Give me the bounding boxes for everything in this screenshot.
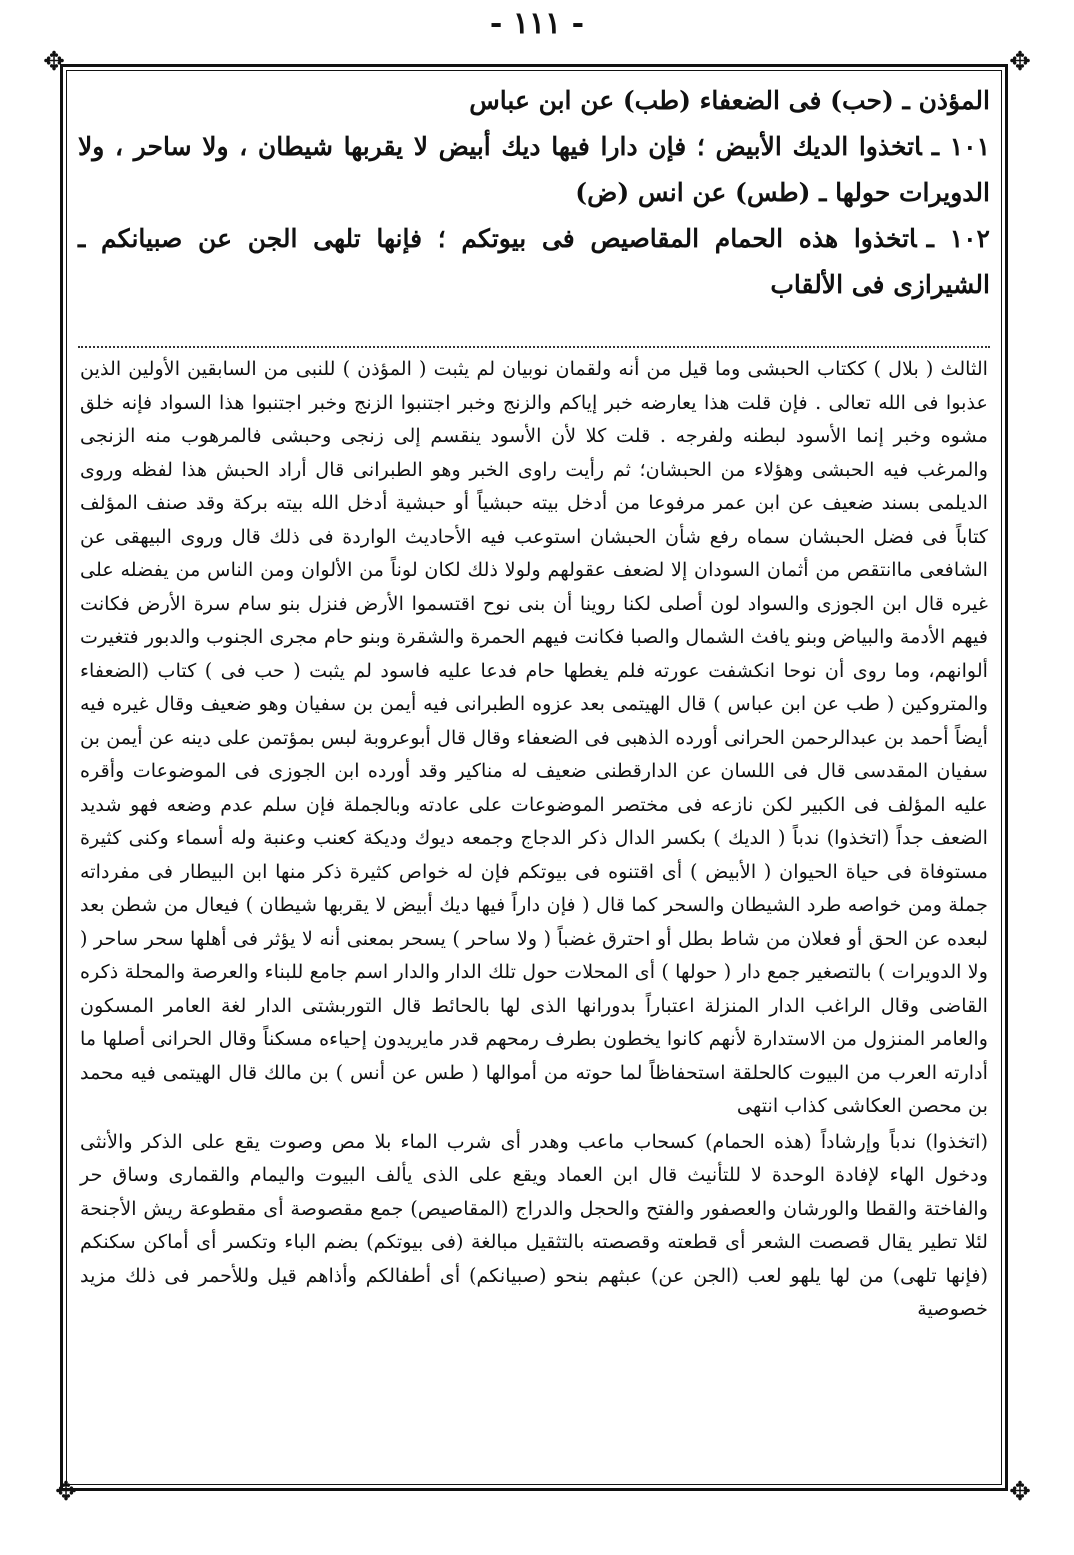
page-number: - ١١١ - [489, 6, 585, 41]
dotted-divider [78, 346, 990, 348]
commentary-paragraph: (اتخذوا) ندباً وإرشاداً (هذه الحمام) كسحاب ماعب وهدر أى شرب الماء بلا مص وصوت يقع على الذكر والأنثى ودخول الهاء لإفادة الوحدة لا للتأنيث قال ابن العماد ويقع على الذى يألف البيوت واليمام والقمارى وساق حر والفاختة والقطا والورشان والعصفور والفتح والحجل والدراج (المقاصيص) جمع مقصوصة أى مقطوعة ريش الأجنحة لئلا تطير يقال قصصت الشعر أى قطعته وقصصته بالتثقيل مبالغة (فى بيوتكم) بضم الباء وتكسر أى أماكن سكنكم (فإنها تلهى) من لها يلهو لعب (الجن عن) عبثهم بنحو (صبيانكم) أى أطفالكم وأذاهم قيل وللأحمر فى ذلك مزيد خصوصية [80, 1129, 988, 1320]
corner-ornament-icon: ✥ [43, 47, 65, 77]
corner-ornament-icon: ✥ [1009, 47, 1031, 77]
hadith-number: ١٠٢ ـ [926, 224, 990, 253]
hadith-number: ١٠١ ـ [931, 132, 991, 161]
commentary-paragraph: الثالث ( بلال ) ككتاب الحبشى وما قيل من أنه ولقمان نوبيان لم يثبت ( المؤذن ) للنبى من السابقين الأولين الذين عذبوا فى الله تعالى . فإن قلت هذا يعارضه خبر إياكم والزنج وخبر اجتنبوا الزنج وخبر اجتنبوا هذا السواد فإنه خلق مشوه وخبر إنما الأسود لبطنه ولفرجه . قلت كلا لأن الأسود ينقسم إلى زنجى وحبشى فالمرهوب منه الزنجى والمرغب فيه الحبشى وهؤلاء من الحبشان؛ ثم رأيت راوى الخبر وهو الطبرانى قال أراد الحبش هذا لفظه وروى الديلمى بسند ضعيف عن ابن عمر مرفوعا من أدخل بيته حبشياً أو حبشية أدخل الله بيته بركة وقد صنف المؤلف كتاباً فى فضل الحبشان سماه رفع شأن الحبشان استوعب فيه الأحاديث الواردة فى ذلك قال وروى البيهقى عن الشافعى ماانتقص من أثمان السودان إلا لضعف عقولهم ولولا ذلك لكان لوناً من الألوان ومن الناس من يفضله على غيره قال ابن الجوزى والسواد لون أصلى لكنا روينا أن بنى نوح اقتسموا الأرض فنزل بنو سام سرة الأرض فكانت فيهم الأدمة والبياض وبنو يافث الشمال والصبا فكانت فيهم الحمرة والشقرة وبنو حام مجرى الجنوب والدبور فتغيرت ألوانهم، وما روى أن نوحا انكشفت عورته فلم يغطها حام فدعا عليه فاسود لم يثبت ( حب فى ) كتاب (الضعفاء والمتروكين ( طب عن ابن عباس ) قال الهيتمى بعد عزوه الطبرانى فيه أيمن بن سفيان وهو ضعيف وقال غيره فيه أيضاً أحمد بن عبدالرحمن الحرانى أورده الذهبى فى الضعفاء وقال قال أبوعروبة لبس بمؤتمن على دينه عن أيمن بن سفيان المقدسى قال فى اللسان عن الدارقطنى ضعيف له مناكير وقد أورده ابن الجوزى فى الموضوعات وأقره عليه المؤلف فى الكبير لكن نازعه فى مختصر الموضوعات على عادته وبالجملة فإن سلم عدم وضعه فهو شديد الضعف جداً (اتخذوا) ندباً ( الديك ) بكسر الدال ذكر الدجاج وجمعه ديوك وديكة كعنب وعنبة وله أسماء وكنى كثيرة مستوفاة فى حياة الحيوان ( الأبيض ) أى اقتنوه فى بيوتكم فإن له خواص كثيرة ذكر منها ابن البيطار فى مفرداته جملة ومن خواصه طرد الشيطان والسحر كما قال ( فإن داراً فيها ديك أبيض لا يقربها شيطان ) فيعال من شطن بعد لبعده عن الحق أو فعلان من شاط بطل أو احترق غضباً ( ولا ساحر ) يسحر بمعنى أنه لا يؤثر فى أهلها سحر ساحر ( ولا الدويرات ) بالتصغير جمع دار ( حولها ) أى المحلات حول تلك الدار والدار اسم جامع للبناء والعرصة والمحلة ذكره القاضى وقال الراغب الدار المنزلة اعتباراً بدورانها الذى لها بالحائط قال التوربشتى الدار لغة العامر المسكون والعامر المنزول من الاستدارة لأنهم كانوا يخطون بطرف رمحهم قدر مايريدون إحياءه مسكناً وقال الحرانى أصلها ما أدارته العرب من البيوت كالحلقة استحفاظاً لما حوته من أموالها ( طس عن أنس ) بن مالك قال الهيتمى فيه محمد بن محصن العكاشى كذاب انتهى [80, 357, 989, 1117]
hadith-102 [78, 216, 990, 308]
hadith-text: اتخذوا الديك الأبيض ؛ فإن دارا فيها ديك أبيض لا يقربها شيطان ، ولا ساحر ، ولا الدويرات حولها ـ (طس) عن انس (ض) [78, 132, 990, 207]
hadith-continuation: المؤذن ـ (حب) فى الضعفاء (طب) عن ابن عباس [469, 86, 990, 115]
corner-ornament-icon: ✥ [1009, 1477, 1031, 1507]
commentary-section [80, 352, 988, 1326]
hadith-section [78, 78, 990, 308]
hadith-101 [78, 124, 990, 216]
hadith-text: اتخذوا هذه الحمام المقاصيص فى بيوتكم ؛ فإنها تلهى الجن عن صبيانكم ـ الشيرازى فى الألقاب [78, 224, 990, 299]
corner-ornament-icon: ✥ [55, 1477, 77, 1507]
